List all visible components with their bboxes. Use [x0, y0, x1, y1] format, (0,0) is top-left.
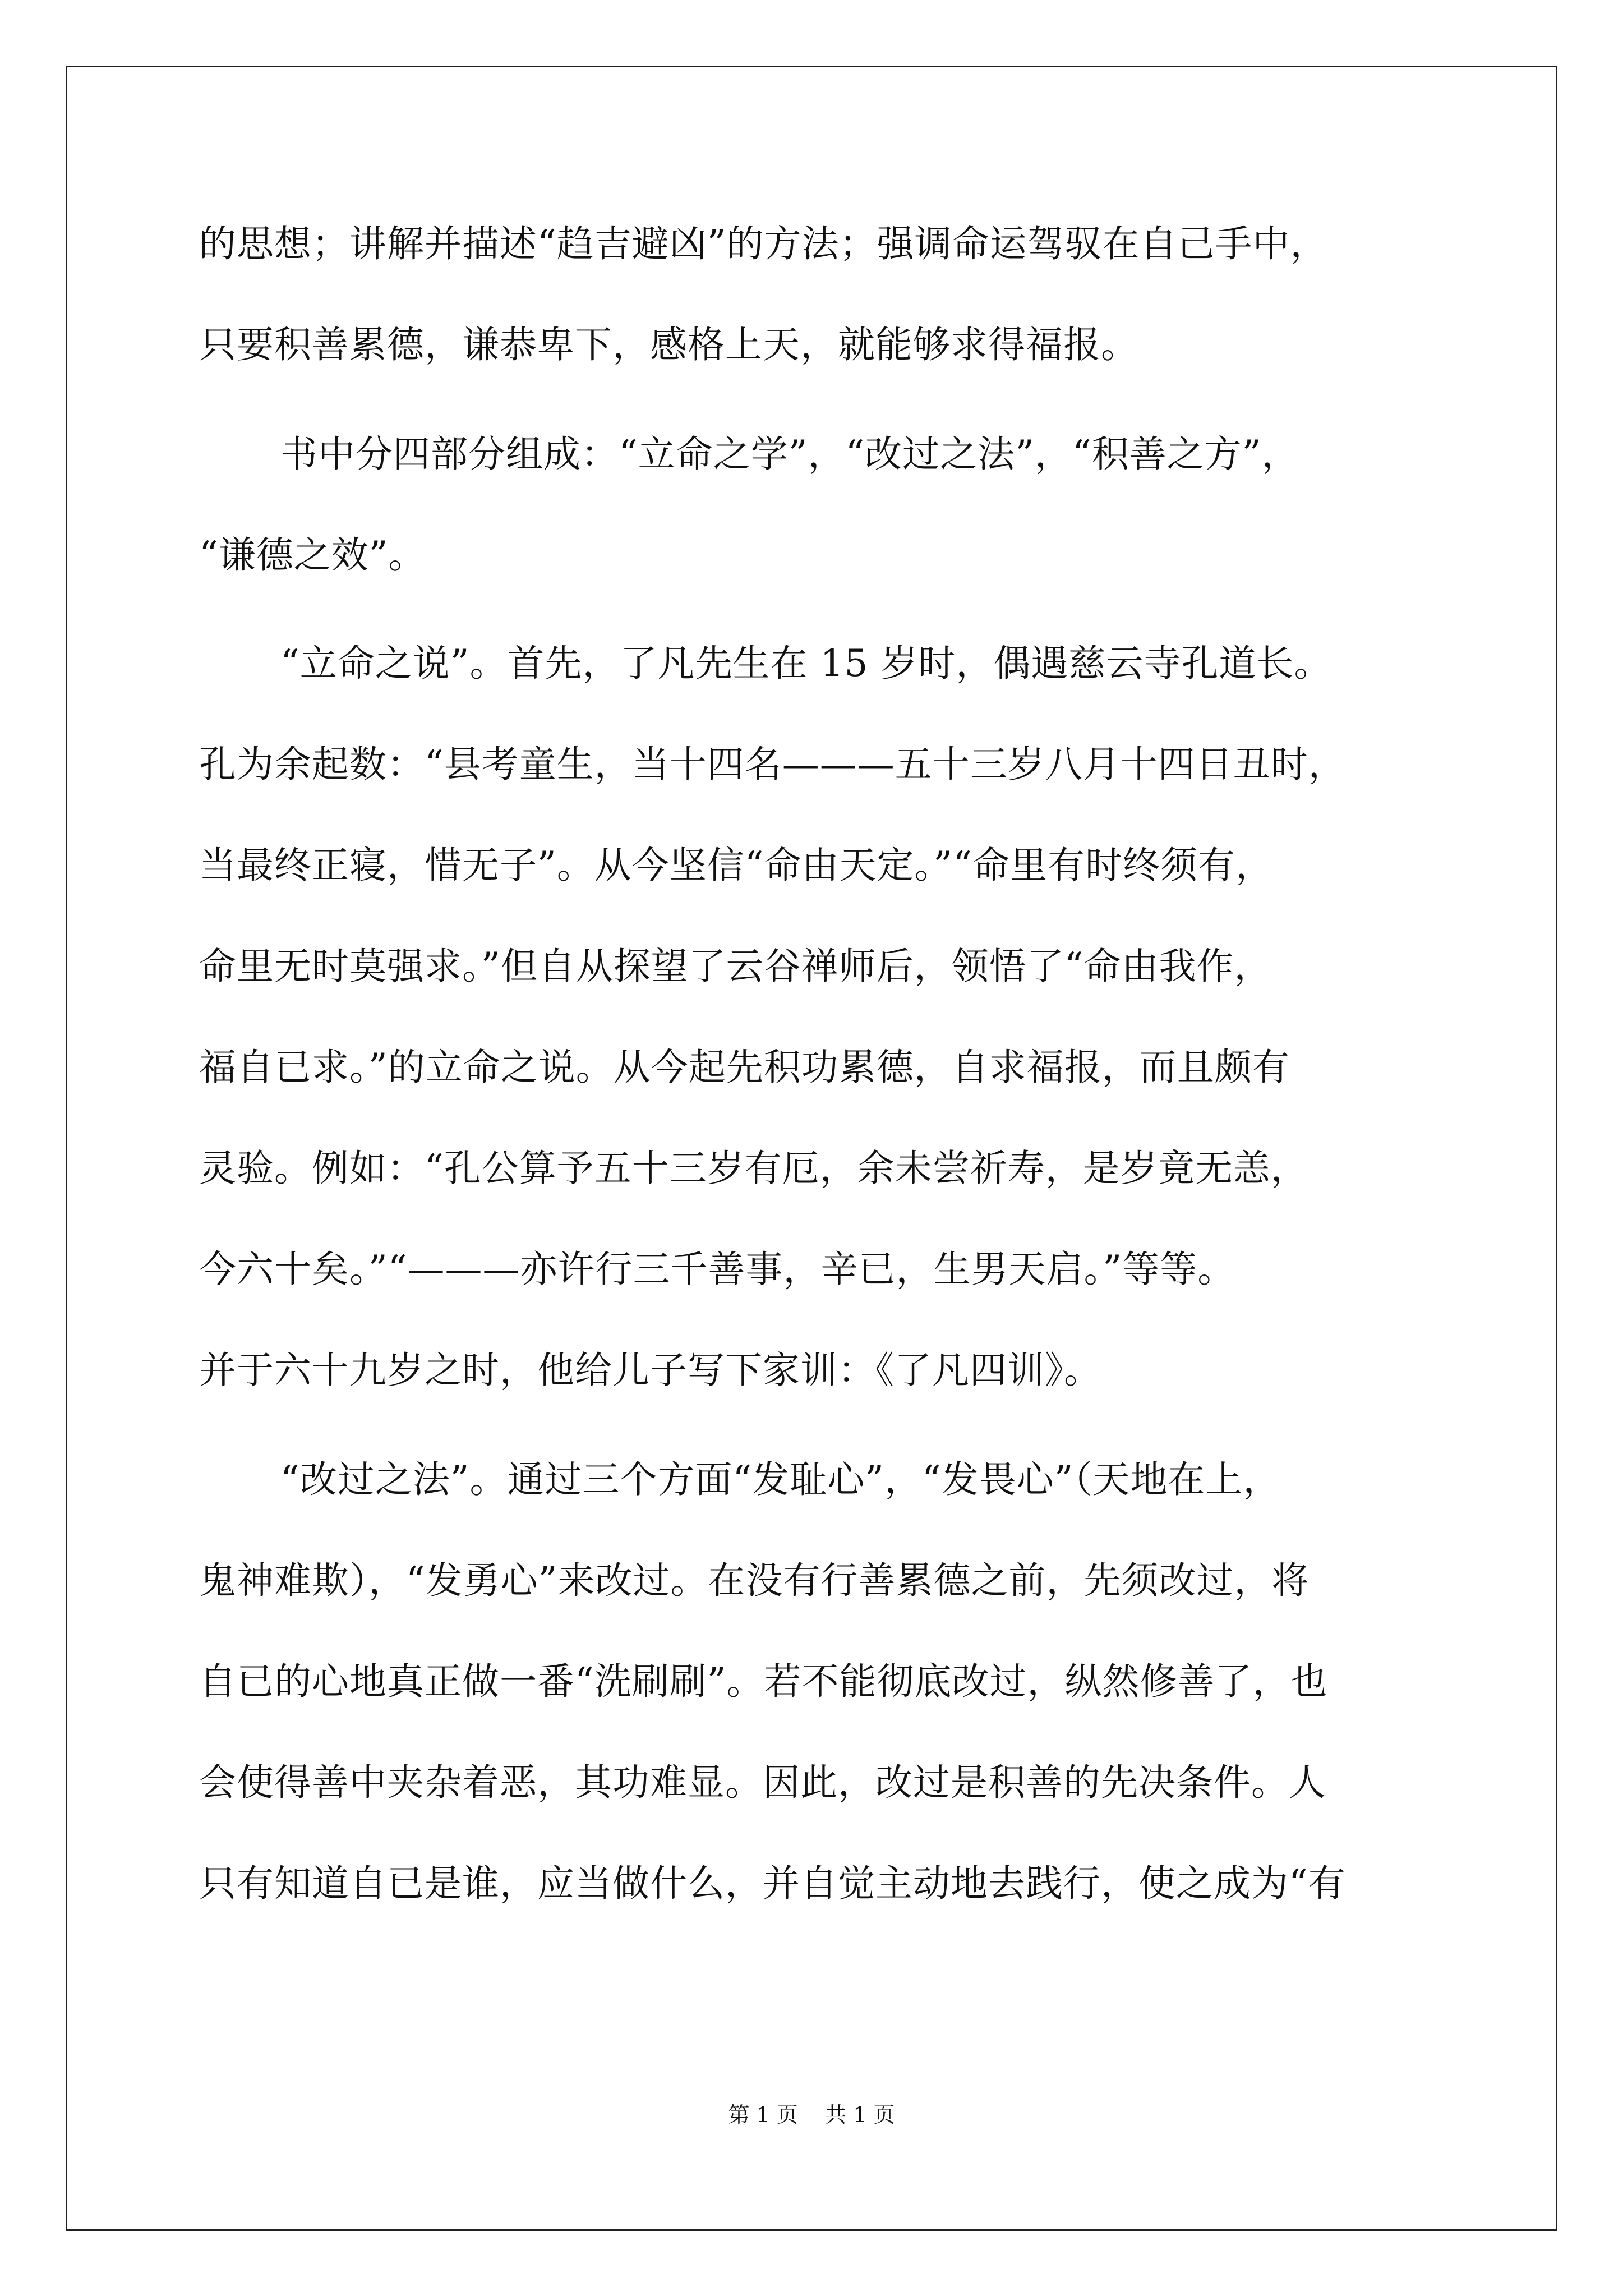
paragraph-first-line: 书中分四部分组成：“立命之学”，“改过之法”，“积善之方”， [280, 432, 1299, 476]
page-number-footer: 第 1 页 共 1 页 [728, 2102, 895, 2127]
paragraph-first-line: “改过之法”。通过三个方面“发耻心”，“发畏心”（天地在上， [280, 1458, 1281, 1501]
text-line: 只有知道自已是谁，应当做什么，并自觉主动地去践行，使之成为“有 [199, 1862, 1346, 1905]
text-line: 命里无时莫强求。”但自从探望了云谷禅师后，领悟了“命由我作， [199, 945, 1272, 988]
text-line: 只要积善累德，谦恭卑下，感格上天，就能够求得福报。 [199, 323, 1138, 366]
text-line: 当最终正寝，惜无子”。从今坚信“命由天定。”“命里有时终须有， [199, 844, 1273, 887]
text-line: 会使得善中夹杂着恶，其功难显。因此，改过是积善的先决条件。人 [199, 1761, 1326, 1804]
text-line: 今六十矣。”“———亦许行三千善事，辛已，生男天启。”等等。 [199, 1248, 1235, 1291]
text-line: 的思想；讲解并描述“趋吉避凶”的方法；强调命运驾驭在自己手中， [199, 222, 1328, 265]
paragraph-first-line: “立命之说”。首先，了凡先生在 15 岁时，偶遇慈云寺孔道长。 [280, 642, 1332, 685]
text-line: 孔为余起数：“县考童生，当十四名———五十三岁八月十四日丑时， [199, 743, 1346, 786]
text-line: 鬼神难欺），“发勇心”来改过。在没有行善累德之前，先须改过，将 [199, 1559, 1310, 1602]
text-line: 自已的心地真正做一番“洗刷刷”。若不能彻底改过，纵然修善了，也 [199, 1660, 1328, 1703]
text-line: 福自已求。”的立命之说。从今起先积功累德，自求福报，而且颇有 [199, 1046, 1290, 1089]
text-line: 并于六十九岁之时，他给儿子写下家训：《了凡四训》。 [199, 1349, 1101, 1392]
text-line: “谦德之效”。 [199, 533, 426, 577]
text-line: 灵验。例如：“孔公算予五十三岁有厄，余未尝祈寿，是岁竟无恙， [199, 1147, 1308, 1190]
